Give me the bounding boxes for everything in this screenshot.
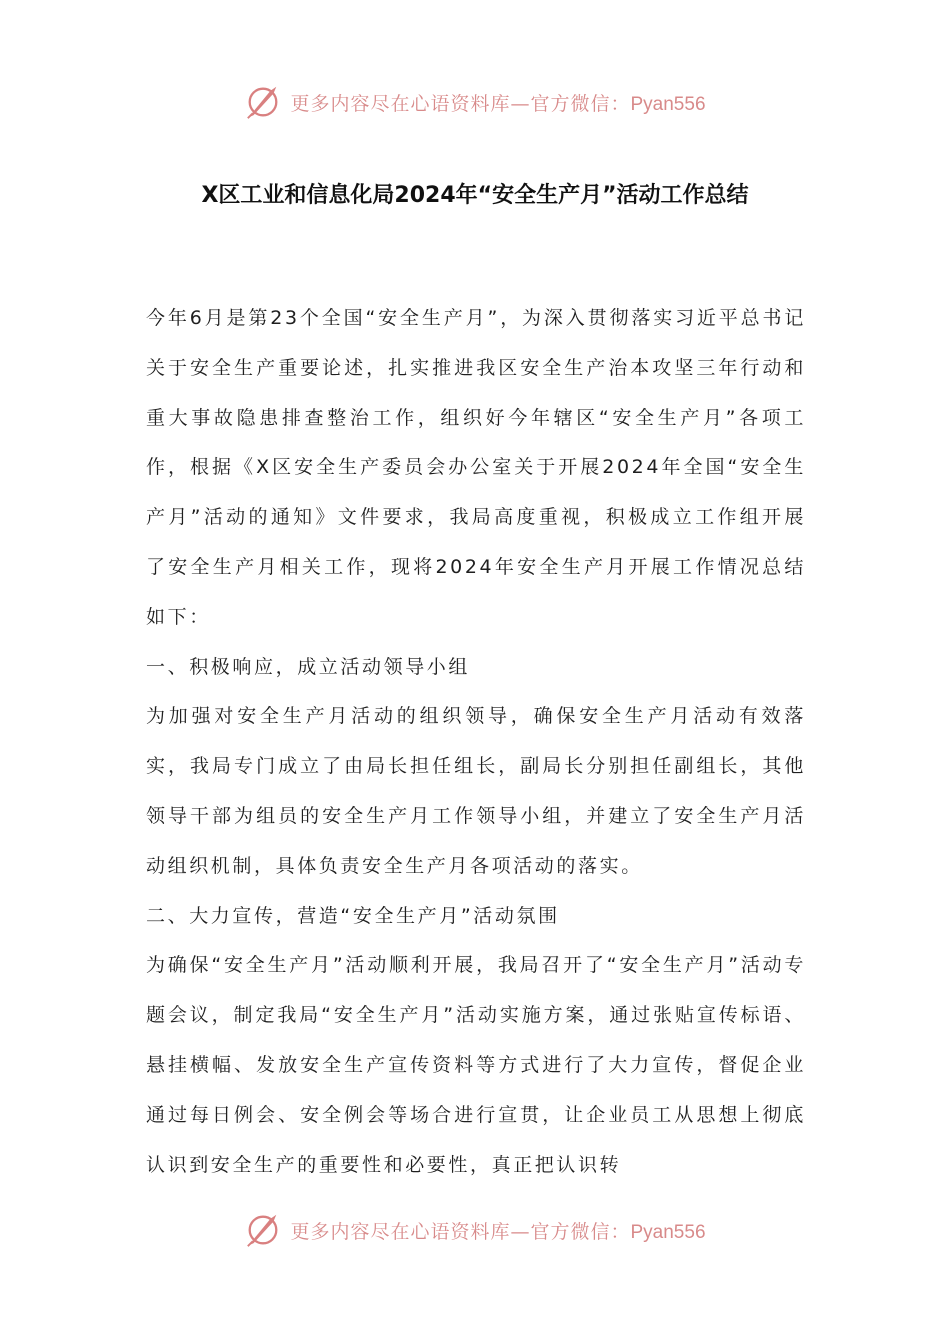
section-heading-1: 一、积极响应，成立活动领导小组 xyxy=(146,655,471,678)
section-paragraph-2: 为确保“安全生产月”活动顺利开展，我局召开了“安全生产月”活动专题会议，制定我局“安全生产月”活动实施方案，通过张贴宣传标语、悬挂横幅、发放安全生产宣传资料等方式进行了大力宣传，督促企业通过每日例会、安全例会等场合进行宣贯，让企业员工从思想上彻底认识到安全生产的重要性和必要性，真正把认识转 xyxy=(146,954,806,1176)
watermark-text: 更多内容尽在心语资料库—官方微信：Pyan556 xyxy=(290,92,706,115)
watermark-footer xyxy=(0,1208,950,1252)
intro-paragraph: 今年6月是第23个全国“安全生产月”，为深入贯彻落实习近平总书记关于安全生产重要论述，扎实推进我区安全生产治本攻坚三年行动和重大事故隐患排查整治工作，组织好今年辖区“安全生产月”各项工作，根据《X区安全生产委员会办公室关于开展2024年全国“安全生产月”活动的通知》文件要求，我局高度重视，积极成立工作组开展了安全生产月相关工作，现将2024年安全生产月开展工作情况总结如下： xyxy=(146,307,806,628)
section-heading-2: 二、大力宣传，营造“安全生产月”活动氛围 xyxy=(146,904,560,927)
document-title: X区工业和信息化局2024年“安全生产月”活动工作总结 xyxy=(201,183,749,208)
watermark-header xyxy=(0,80,950,124)
quill-logo-icon xyxy=(244,1211,282,1249)
document-body xyxy=(146,294,806,1190)
quill-logo-icon xyxy=(244,83,282,121)
section-paragraph-1: 为加强对安全生产月活动的组织领导，确保安全生产月活动有效落实，我局专门成立了由局长担任组长，副局长分别担任副组长，其他领导干部为组员的安全生产月工作领导小组，并建立了安全生产月活动组织机制，具体负责安全生产月各项活动的落实。 xyxy=(146,705,806,877)
watermark-text: 更多内容尽在心语资料库—官方微信：Pyan556 xyxy=(290,1220,706,1243)
